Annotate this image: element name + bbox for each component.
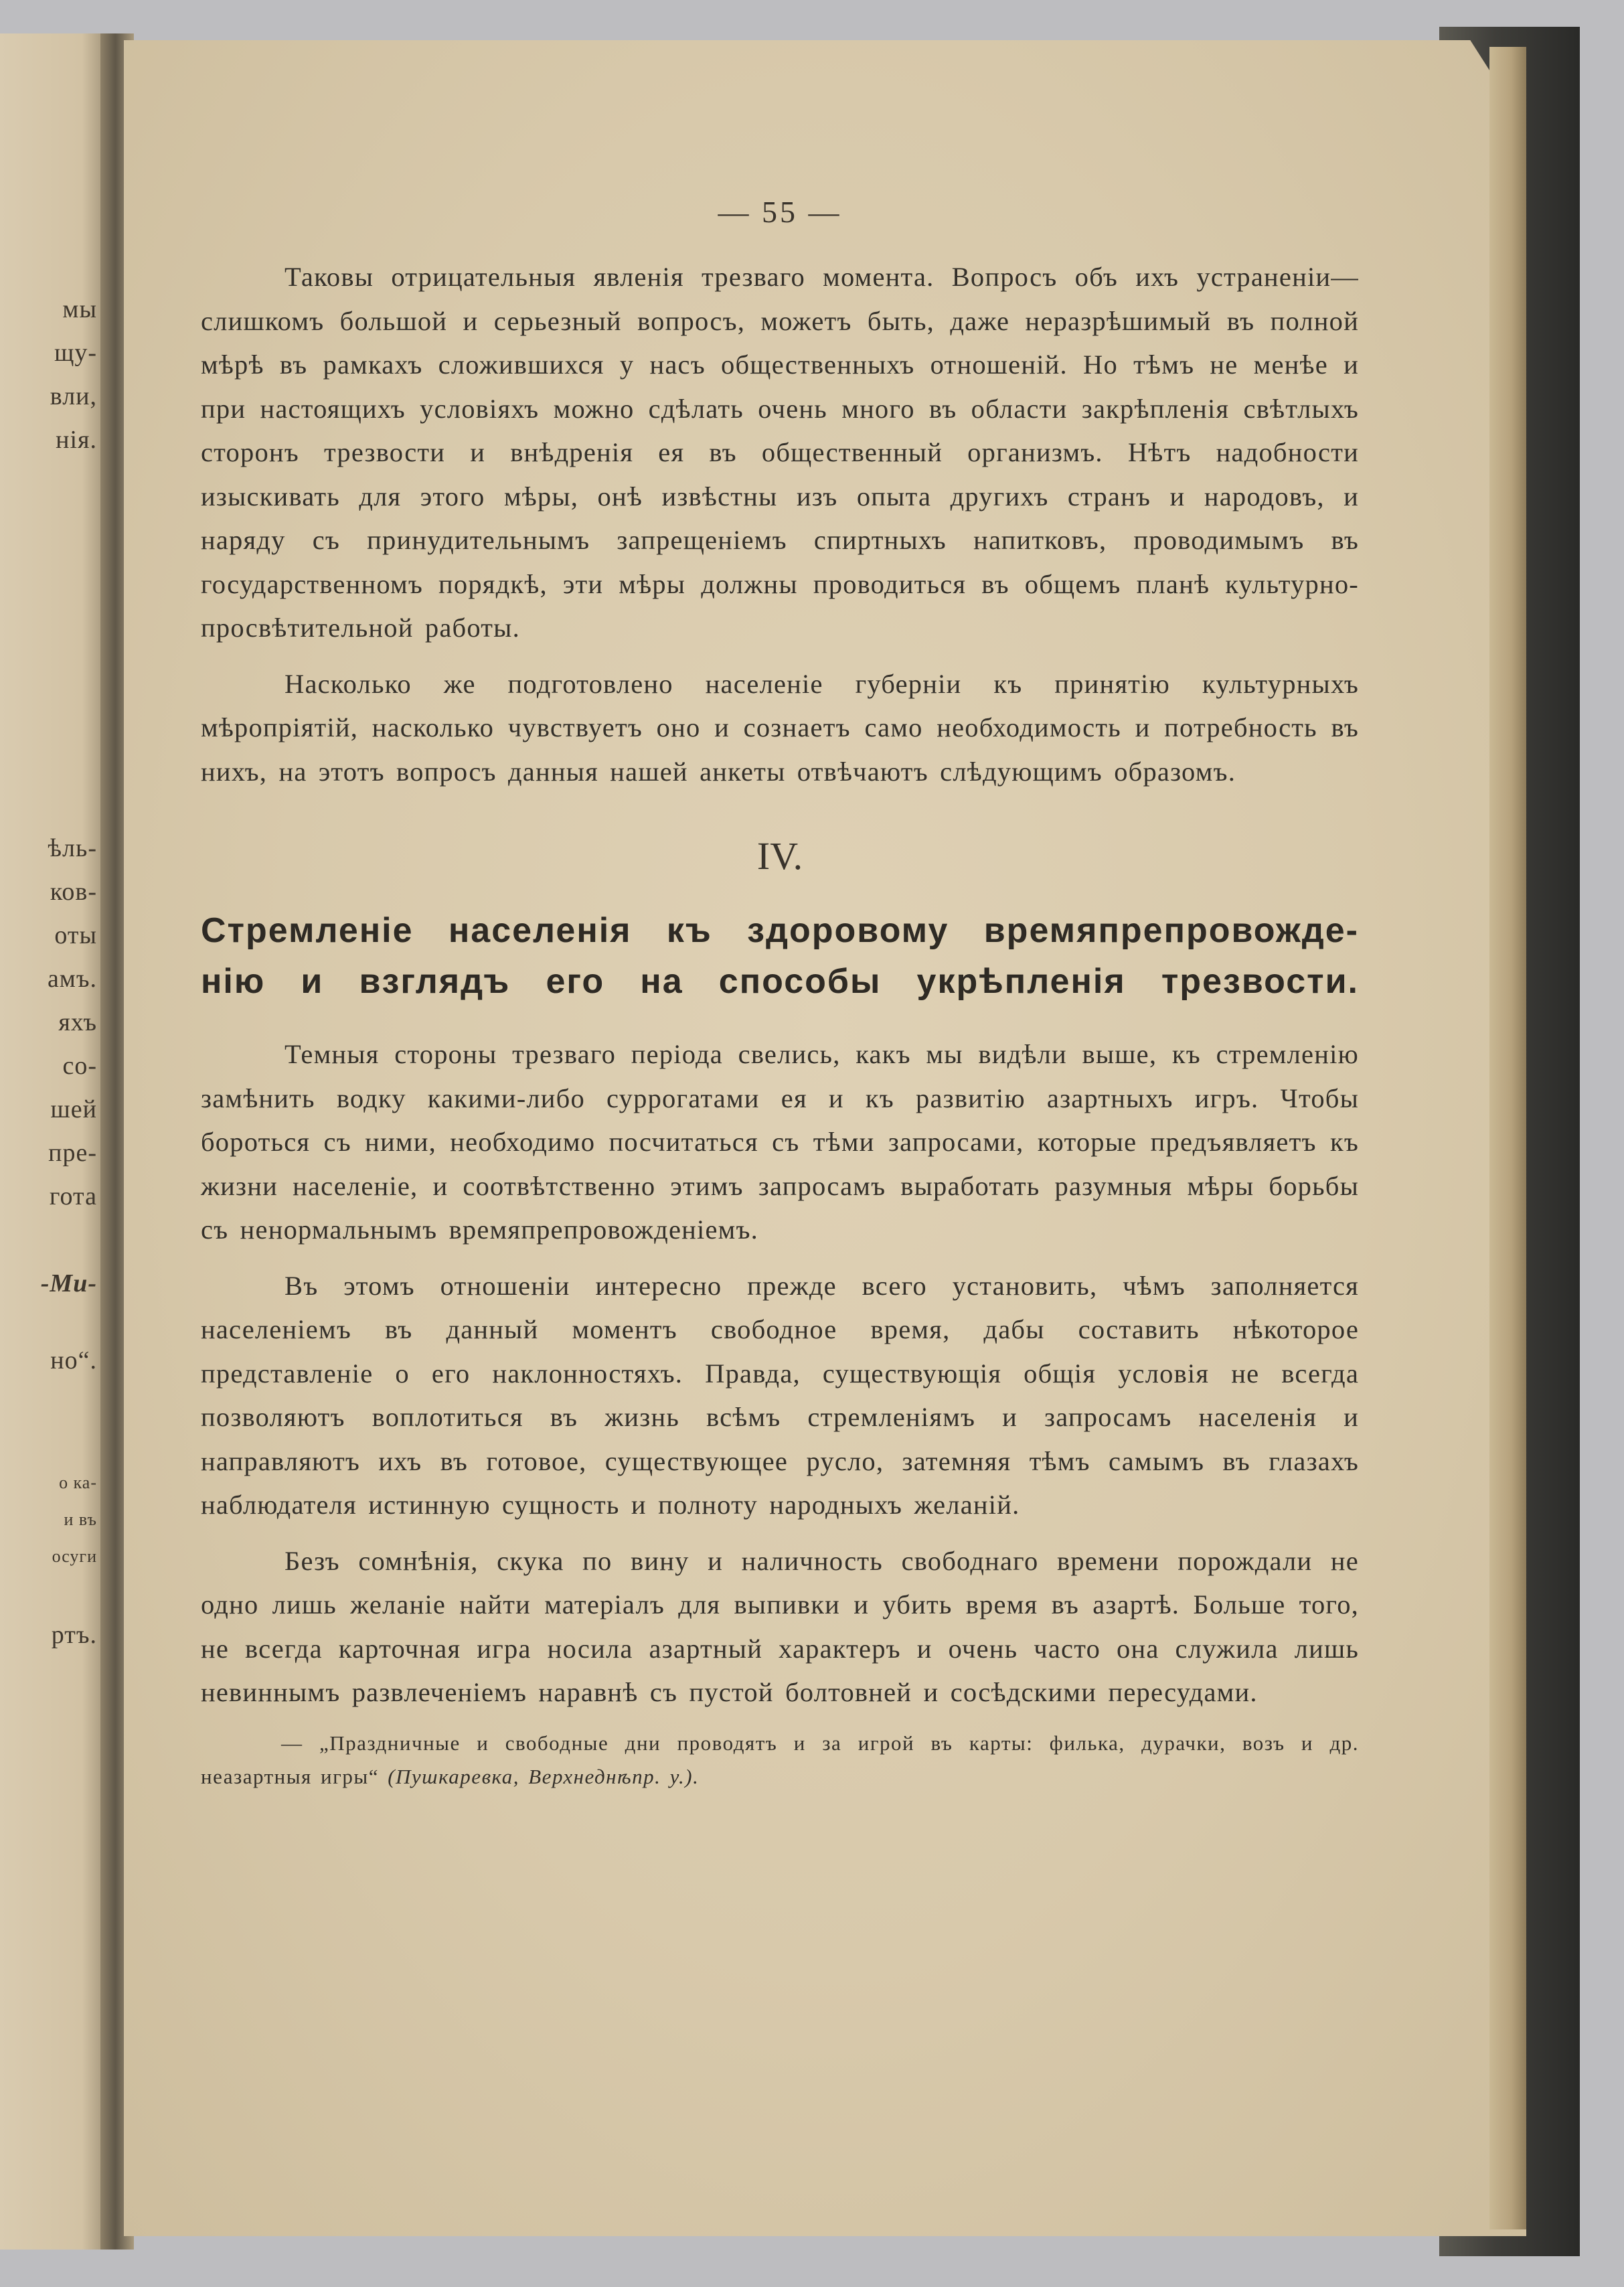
- footnote: [201, 1727, 1359, 1794]
- left-page-text-fragment: ѣль-: [48, 834, 97, 862]
- left-page-text-fragment: шей: [50, 1095, 97, 1123]
- page-edge: [1489, 47, 1526, 2229]
- left-page-text-fragment: о ка-: [59, 1473, 97, 1492]
- paragraph: Темныя стороны трезваго періода свелись, какъ мы видѣли выше, къ стремленію замѣнить водку какими-либо суррогатами ея и къ развитію азартныхъ игръ. Чтобы бороться съ ними, необходимо посчитаться съ тѣми запросами, которые предъявляетъ къ жизни населеніе, и соотвѣтственно этимъ запросамъ выработать разумныя мѣры борьбы съ ненормальнымъ времяпрепровожденіемъ.: [201, 1039, 1359, 1245]
- left-page-text-fragment: мы: [62, 295, 97, 323]
- page-number: — 55 —: [718, 195, 842, 229]
- paragraph: Таковы отрицательныя явленія трезваго момента. Вопросъ объ ихъ устраненіи—слишкомъ большой и серьезный вопросъ, можетъ быть, даже неразрѣшимый въ полной мѣрѣ въ рамкахъ сложившихся у насъ общественныхъ отношеній. Но тѣмъ не менѣе и при настоящихъ условіяхъ можно сдѣлать очень много въ области закрѣпленія свѣтлыхъ сторонъ трезвости и внѣдренія ея въ общественный организмъ. Нѣтъ надобности изыскивать для этого мѣры, онѣ извѣстны изъ опыта другихъ странъ и народовъ, и наряду съ принудительнымъ запрещеніемъ спиртныхъ напитковъ, проводимымъ въ государственномъ порядкѣ, эти мѣры должны проводиться въ общемъ планѣ культурно-просвѣтительной работы.: [201, 262, 1359, 643]
- left-page-text-fragment: но“.: [50, 1346, 97, 1374]
- section-numeral: IV.: [756, 834, 803, 878]
- left-page-text-fragment: ртъ.: [51, 1621, 97, 1649]
- left-page-text-fragment: ков-: [50, 878, 97, 906]
- footnote-text: — „Праздничные и свободные дни проводятъ и за игрой въ карты: филька, дурачки, возъ и др. неазартныя игры“: [201, 1731, 1359, 1788]
- page-content: [201, 194, 1359, 1794]
- left-page-text-fragment: нія.: [56, 426, 97, 454]
- left-page-text-fragment: и въ: [64, 1510, 97, 1529]
- left-page-text-fragment: вли,: [50, 382, 97, 410]
- left-page-text-fragment: -Ми-: [40, 1269, 97, 1297]
- paragraph: Въ этомъ отношеніи интересно прежде всего установить, чѣмъ заполняется населеніемъ въ данный моментъ свободное время, дабы составить нѣкоторое представленіе о его наклонностяхъ. Правда, существующія общія условія не всегда позволяютъ воплотиться въ жизнь всѣмъ стремленіямъ и запросамъ населенія и направляютъ ихъ въ готовое, существующее русло, затемняя тѣмъ самымъ въ глазахъ наблюдателя истинную сущность и полноту народныхъ желаній.: [201, 1270, 1359, 1520]
- left-page-text-fragment: амъ.: [47, 965, 97, 993]
- section-heading: [201, 905, 1359, 1007]
- section-heading-line: нію и взглядъ его на способы укрѣпленія трезвости.: [201, 962, 1359, 1001]
- left-page-text-fragment: щу-: [54, 339, 97, 367]
- left-page-text-fragment: осуги: [52, 1547, 97, 1566]
- footnote-source: (Пушкаревка, Верхнеднѣпр. у.).: [388, 1764, 700, 1788]
- left-page-text-fragment: гота: [49, 1182, 97, 1210]
- paragraph: Безъ сомнѣнія, скука по вину и наличность свободнаго времени порождали не одно лишь желаніе найти матеріалъ для выпивки и убить время въ азартѣ. Больше того, не всегда карточная игра носила азартный характеръ и очень часто она служила лишь невиннымъ развлеченіемъ наравнѣ съ пустой болтовней и сосѣдскими пересудами.: [201, 1545, 1359, 1707]
- section-heading-line: Стремленіе населенія къ здоровому времяпрепровожде-: [201, 911, 1359, 950]
- left-page-text-fragment: оты: [54, 921, 97, 949]
- left-page-text-fragment: со-: [62, 1052, 97, 1080]
- left-facing-page: [0, 33, 117, 2250]
- left-page-text-fragment: пре-: [48, 1139, 97, 1167]
- paragraph: Насколько же подготовлено населеніе губерніи къ принятію культурныхъ мѣропріятій, насколько чувствуетъ оно и сознаетъ само необходимость и потребность въ нихъ, на этотъ вопросъ данныя нашей анкеты отвѣчаютъ слѣдующимъ образомъ.: [201, 668, 1359, 787]
- left-page-text-fragment: яхъ: [58, 1008, 97, 1036]
